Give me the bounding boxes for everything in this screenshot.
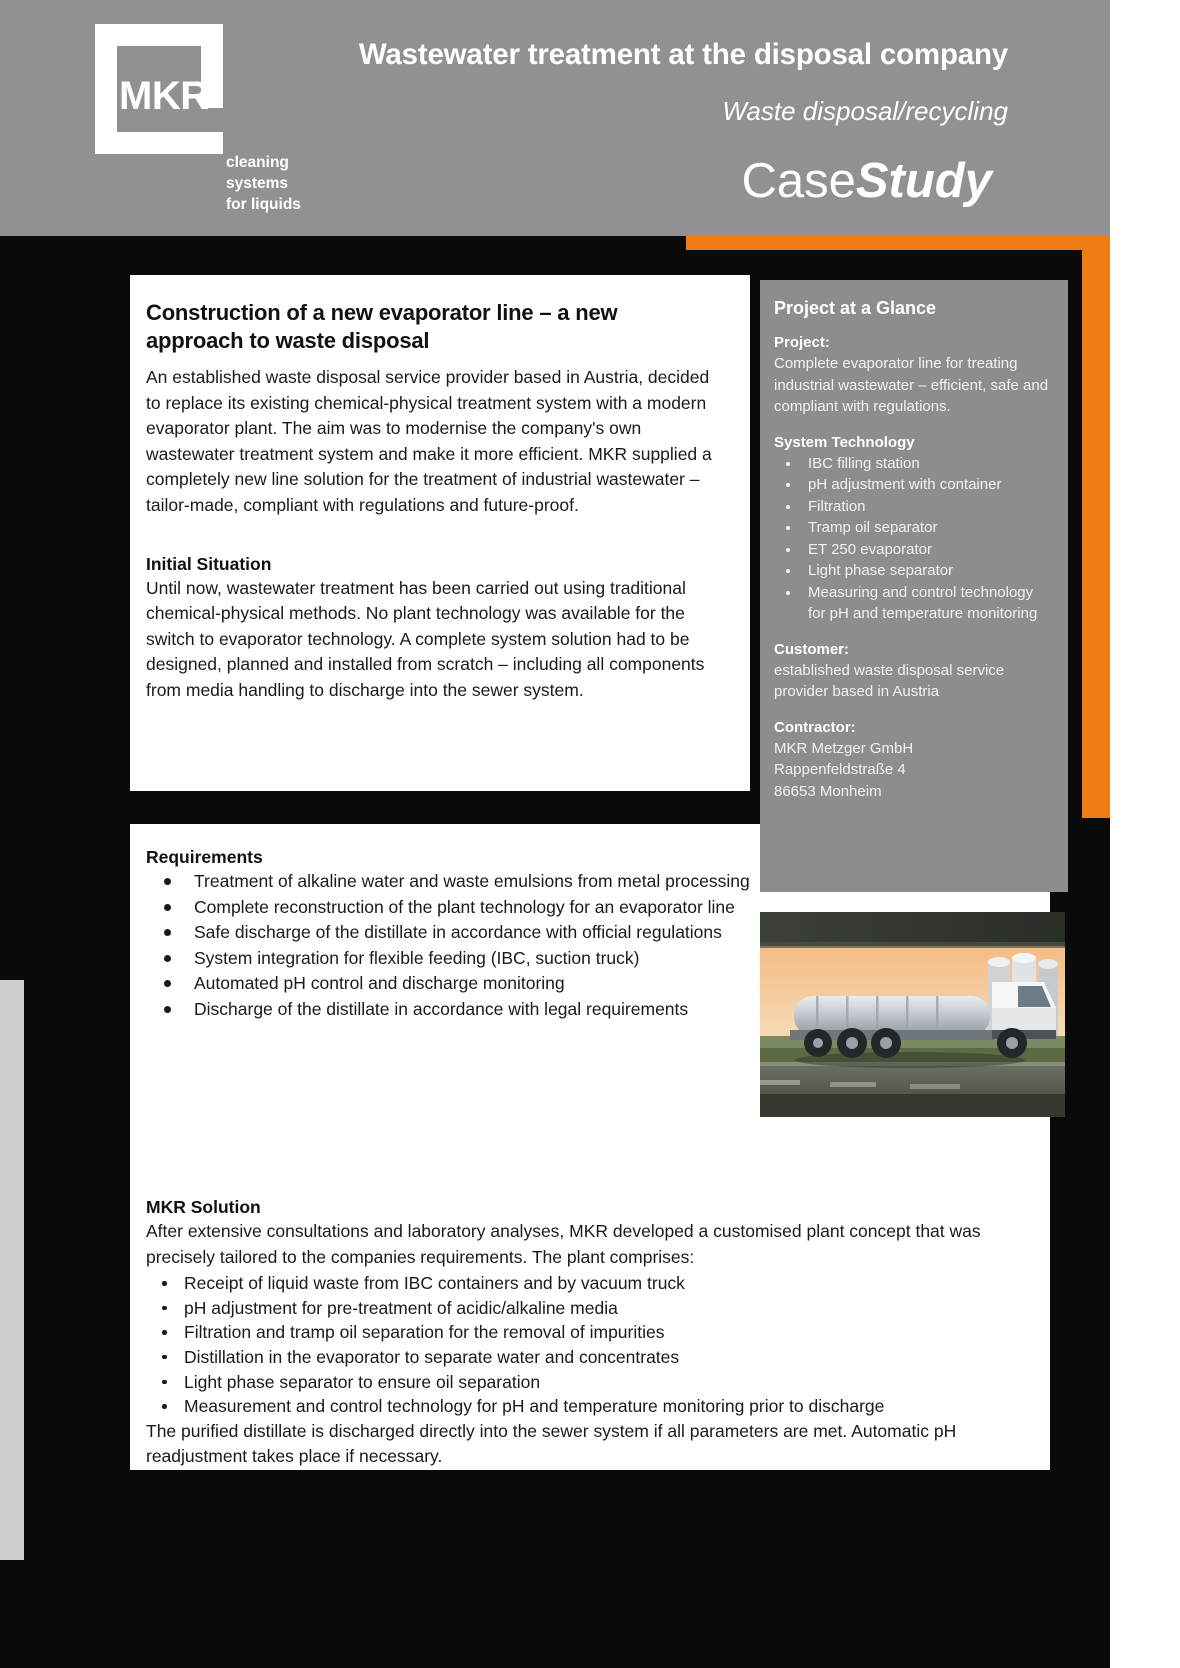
initial-situation-heading: Initial Situation xyxy=(146,553,272,574)
list-item xyxy=(774,582,1054,625)
list-item-label: ET 250 evaporator xyxy=(808,540,932,558)
list-item xyxy=(774,539,1054,561)
list-item-label: Distillation in the evaporator to separate water and concentrates xyxy=(184,1346,680,1367)
bullet-icon xyxy=(786,526,790,530)
sidebar-spacer xyxy=(774,703,1054,717)
requirements-heading: Requirements xyxy=(146,847,263,867)
bullet-icon xyxy=(162,1330,167,1335)
sidebar-project-text: Complete evaporator line for treating industrial wastewater – efficient, safe and compliant with regulations. xyxy=(774,355,1049,415)
bullet-icon xyxy=(162,1380,167,1385)
sidebar-customer-label: Customer: xyxy=(774,640,850,658)
sidebar-spacer xyxy=(774,625,1054,639)
wordmark-study: Study xyxy=(855,154,992,208)
list-item-label: Light phase separator to ensure oil separation xyxy=(184,1371,541,1392)
list-item-label: Tramp oil separator xyxy=(808,519,938,536)
logo-frame-bottom xyxy=(95,132,223,154)
bullet-icon xyxy=(164,980,171,987)
solution-list xyxy=(146,1271,1032,1419)
list-item xyxy=(774,560,1054,582)
bullet-icon xyxy=(162,1306,167,1311)
list-item-label: Measurement and control technology for pH and temperature monitoring prior to discharge xyxy=(184,1396,885,1417)
list-item-label: Discharge of the distillate in accordance with legal requirements xyxy=(194,998,689,1019)
list-item-label: Complete reconstruction of the plant technology for an evaporator line xyxy=(194,896,735,917)
list-item xyxy=(146,1345,1032,1370)
page-header xyxy=(0,0,1110,236)
bullet-icon xyxy=(164,904,171,911)
bullet-icon xyxy=(162,1404,167,1409)
list-item-label: System integration for flexible feeding (IBC, suction truck) xyxy=(194,947,640,968)
sidebar-contractor-line-1: MKR Metzger GmbH xyxy=(774,739,914,757)
list-item-label: Measuring and control technology for pH and temperature monitoring xyxy=(808,583,1038,622)
intro-paragraph: An established waste disposal service provider based in Austria, decided to replace its existing chemical-physical treatment system with a modern evaporator plant. The aim was to modernise the company's own wastewater treatment system and make it more efficient. MKR supplied a completely new line solution for the treatment of industrial wastewater – tailor-made, compliant with regulations and future-proof. xyxy=(146,367,712,515)
sidebar-contractor-line-2: Rappenfeldstraße 4 xyxy=(774,761,906,778)
list-item-label: Receipt of liquid waste from IBC containers and by vacuum truck xyxy=(184,1273,685,1294)
list-item xyxy=(146,1394,1032,1419)
sidebar-contractor-label: Contractor: xyxy=(774,718,856,736)
bullet-icon xyxy=(786,591,790,595)
list-item-label: pH adjustment with container xyxy=(808,476,1002,493)
solution-outro: The purified distillate is discharged directly into the sewer system if all parameters are met. Automatic pH readjustment takes place if necessary. xyxy=(146,1420,957,1467)
sidebar-heading: Project at a Glance xyxy=(774,298,937,318)
bullet-icon xyxy=(164,1006,171,1013)
list-item-label: Treatment of alkaline water and waste emulsions from metal processing xyxy=(194,871,750,891)
sidebar-spacer xyxy=(774,418,1054,432)
list-item xyxy=(774,453,1054,475)
logo-wordmark: MKR xyxy=(119,74,209,118)
list-item-label: Light phase separator xyxy=(808,562,954,579)
sidebar-contractor-line-3: 86653 Monheim xyxy=(774,782,882,800)
list-item-label: IBC filling station xyxy=(808,454,920,472)
bullet-icon xyxy=(786,483,790,487)
page-title: Wastewater treatment at the disposal company xyxy=(358,38,1008,71)
list-item-label: Safe discharge of the distillate in accordance with official regulations xyxy=(194,922,722,943)
list-item xyxy=(774,474,1054,496)
list-item-label: Filtration xyxy=(808,497,866,515)
bullet-icon xyxy=(164,878,171,885)
list-item xyxy=(146,1370,1032,1395)
intro-heading: Construction of a new evaporator line – a new approach to waste disposal xyxy=(146,300,618,353)
logo-tagline xyxy=(226,152,301,215)
bullet-icon xyxy=(164,955,171,962)
sidebar-system-technology-label: System Technology xyxy=(774,433,915,451)
page-subtitle: Waste disposal/recycling xyxy=(722,96,1008,126)
sidebar-system-technology-list xyxy=(774,453,1054,625)
photo-illustration xyxy=(760,912,1065,1117)
list-item xyxy=(146,1320,1032,1345)
tagline-line-1: cleaning xyxy=(226,154,289,171)
bullet-icon xyxy=(162,1281,167,1286)
tagline-line-3: for liquids xyxy=(226,196,301,213)
intro-panel xyxy=(130,275,750,791)
list-item-label: Filtration and tramp oil separation for the removal of impurities xyxy=(184,1322,665,1343)
list-item-label: pH adjustment for pre-treatment of acidic/alkaline media xyxy=(184,1297,618,1318)
bullet-icon xyxy=(786,569,790,573)
bullet-icon xyxy=(786,548,790,552)
mkr-logo-icon xyxy=(95,24,223,154)
bullet-icon xyxy=(786,505,790,509)
tagline-line-2: systems xyxy=(226,175,289,192)
right-margin xyxy=(1110,0,1180,1668)
solution-intro: After extensive consultations and laboratory analyses, MKR developed a customised plant concept that was precisely tailored to the companies requirements. The plant comprises: xyxy=(146,1221,981,1267)
sidebar-customer-text: established waste disposal service provider based in Austria xyxy=(774,661,1005,700)
case-study-wordmark xyxy=(741,155,992,207)
solution-heading: MKR Solution xyxy=(146,1197,261,1217)
list-item xyxy=(146,1296,1032,1321)
list-item xyxy=(774,496,1054,518)
bullet-icon xyxy=(162,1355,167,1360)
left-edge-strip xyxy=(0,980,24,1560)
solution-panel xyxy=(130,1140,1050,1470)
tanker-truck-photo xyxy=(760,912,1065,1117)
list-item xyxy=(774,517,1054,539)
list-item xyxy=(146,1271,1032,1296)
bullet-icon xyxy=(786,462,790,466)
accent-bar-right xyxy=(1082,236,1110,818)
page-footer-panel xyxy=(0,1558,420,1668)
sidebar-project-label: Project: xyxy=(774,334,830,351)
initial-situation-paragraph: Until now, wastewater treatment has been carried out using traditional chemical-physical methods. No plant technology was available for the switch to evaporator technology. A complete system solution had to be designed, planned and installed from scratch – including all components from media handling to discharge into the sewer system. xyxy=(146,577,705,700)
accent-bar-top xyxy=(686,236,1110,250)
project-at-a-glance-panel xyxy=(760,280,1068,892)
bullet-icon xyxy=(164,929,171,936)
list-item-label: Automated pH control and discharge monitoring xyxy=(194,973,565,994)
intro-spacer xyxy=(146,519,720,553)
wordmark-case: Case xyxy=(741,154,856,208)
